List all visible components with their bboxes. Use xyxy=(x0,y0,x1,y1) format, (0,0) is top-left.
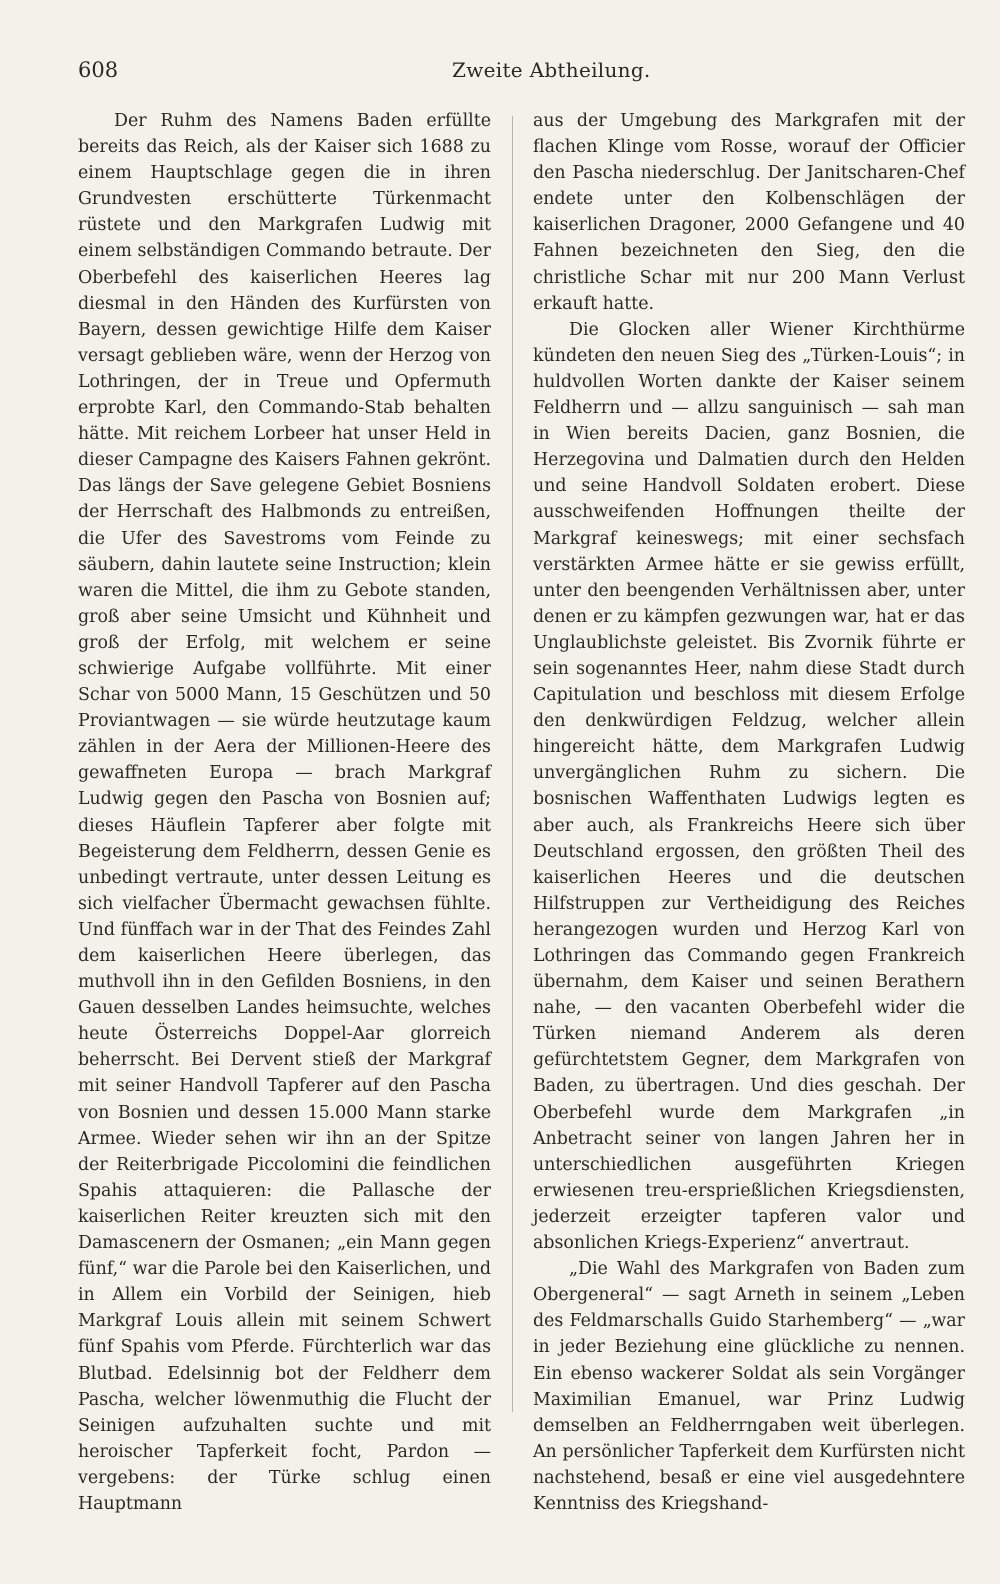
right-column xyxy=(533,108,965,1517)
paragraph: Der Ruhm des Namens Baden erfüllte bereits das Reich, als der Kaiser sich 1688 zu einem Hauptschlage gegen die in ihren Grundvesten erschütterte Türkenmacht rüstete und den Markgrafen Ludwig mit einem selbständigen Commando betraute. Der Oberbefehl des kaiserlichen Heeres lag diesmal in den Händen des Kurfürsten von Bayern, dessen gewichtige Hilfe dem Kaiser versagt geblieben wäre, wenn der Herzog von Lothringen, der in Treue und Opfermuth erprobte Karl, den Commando-Stab behalten hätte. Mit reichem Lorbeer hat unser Held in dieser Campagne des Kaisers Fahnen gekrönt. Das längs der Save gelegene Gebiet Bosniens der Herrschaft des Halbmonds zu entreißen, die Ufer des Savestroms vom Feinde zu säubern, dahin lautete seine Instruction; klein waren die Mittel, die ihm zu Gebote standen, groß aber seine Umsicht und Kühnheit und groß der Erfolg, mit welchem er seine schwierige Aufgabe vollführte. Mit einer Schar von 5000 Mann, 15 Geschützen und 50 Proviantwagen — sie würde heutzutage kaum zählen in der Aera der Millionen-Heere des gewaffneten Europa — brach Markgraf Ludwig gegen den Pascha von Bosnien auf; dieses Häuflein Tapferer aber folgte mit Begeisterung dem Feldherrn, dessen Genie es unbedingt vertraute, unter dessen Leitung es sich vielfacher Übermacht gewachsen fühlte. Und fünffach war in der That des Feindes Zahl dem kaiserlichen Heere überlegen, das muthvoll ihn in den Gefilden Bosniens, in den Gauen desselben Landes heimsuchte, welches heute Österreichs Doppel-Aar glorreich beherrscht. Bei Dervent stieß der Markgraf mit seiner Handvoll Tapferer auf den Pascha von Bosnien und dessen 15.000 Mann starke Armee. Wieder sehen wir ihn an der Spitze der Reiterbrigade Piccolomini die feindlichen Spahis attaquieren: die Pallasche der kaiserlichen Reiter kreuzten sich mit den Damascenern der Osmanen; „ein Mann gegen fünf,“ war die Parole bei den Kaiserlichen, und in Allem ein Vorbild der Seinigen, hieb Markgraf Louis allein mit seinem Schwert fünf Spahis vom Pferde. Fürchterlich war das Blutbad. Edelsinnig bot der Feldherr dem Pascha, welcher löwenmuthig die Flucht der Seinigen aufzuhalten suchte und mit heroischer Tapferkeit focht, Pardon — vergebens: der Türke schlug einen Hauptmann xyxy=(78,111,491,1514)
paragraph: aus der Umgebung des Markgrafen mit der flachen Klinge vom Rosse, worauf der Officier den Pascha niederschlug. Der Janitscharen-Chef endete unter den Kolbenschlägen der kaiserlichen Dragoner, 2000 Gefangene und 40 Fahnen bezeichneten den Sieg, den die christliche Schar mit nur 200 Mann Verlust erkauft hatte. xyxy=(533,111,965,314)
column-divider xyxy=(512,116,513,1412)
left-column xyxy=(78,108,491,1517)
paragraph: „Die Wahl des Markgrafen von Baden zum Obergeneral“ — sagt Arneth in seinem „Leben des Feldmarschalls Guido Starhemberg“ — „war in jeder Beziehung eine glückliche zu nennen. Ein ebenso wackerer Soldat als sein Vorgänger Maximilian Emanuel, war Prinz Ludwig demselben an Feldherrngaben weit überlegen. An persönlicher Tapferkeit dem Kurfürsten nicht nachstehend, besaß er eine viel ausgedehntere Kenntniss des Kriegshand- xyxy=(533,1259,965,1514)
running-title: Zweite Abtheilung. xyxy=(452,58,651,82)
paragraph: Die Glocken aller Wiener Kirchthürme kündeten den neuen Sieg des „Türken-Louis“; in huldvollen Worten dankte der Kaiser seinem Feldherrn und — allzu sanguinisch — sah man in Wien bereits Dacien, ganz Bosnien, die Herzegovina und Dalmatien durch den Helden und seine Handvoll Soldaten erobert. Diese ausschweifenden Hoffnungen theilte der Markgraf keineswegs; mit einer sechsfach verstärkten Armee hätte er sie gewiss erfüllt, unter den beengenden Verhältnissen aber, unter denen er zu kämpfen gezwungen war, hat er das Unglaublichste geleistet. Bis Zvornik führte er sein sogenanntes Heer, nahm diese Stadt durch Capitulation und beschloss mit diesem Erfolge den denkwürdigen Feldzug, welcher allein hingereicht hätte, dem Markgrafen Ludwig unvergänglichen Ruhm zu sichern. Die bosnischen Waffenthaten Ludwigs legten es aber auch, als Frankreichs Heere sich über Deutschland ergossen, den größten Theil des kaiserlichen Heeres und die deutschen Hilfstruppen zur Vertheidigung des Reiches herangezogen wurden und Herzog Karl von Lothringen das Commando gegen Frankreich übernahm, dem Kaiser und seinen Berathern nahe, — den vacanten Oberbefehl wider die Türken niemand Anderem als deren gefürchtetstem Gegner, dem Markgrafen von Baden, zu übertragen. Und dies geschah. Der Oberbefehl wurde dem Markgrafen „in Anbetracht seiner von langen Jahren her in unterschiedlichen ausgeführten Kriegen erwiesenen treu-ersprießlichen Kriegsdiensten, jederzeit erzeigter tapferen valor und absonlichen Kriegs-Experienz“ anvertraut. xyxy=(533,319,965,1254)
page-header xyxy=(78,58,966,88)
page-number: 608 xyxy=(78,58,119,82)
